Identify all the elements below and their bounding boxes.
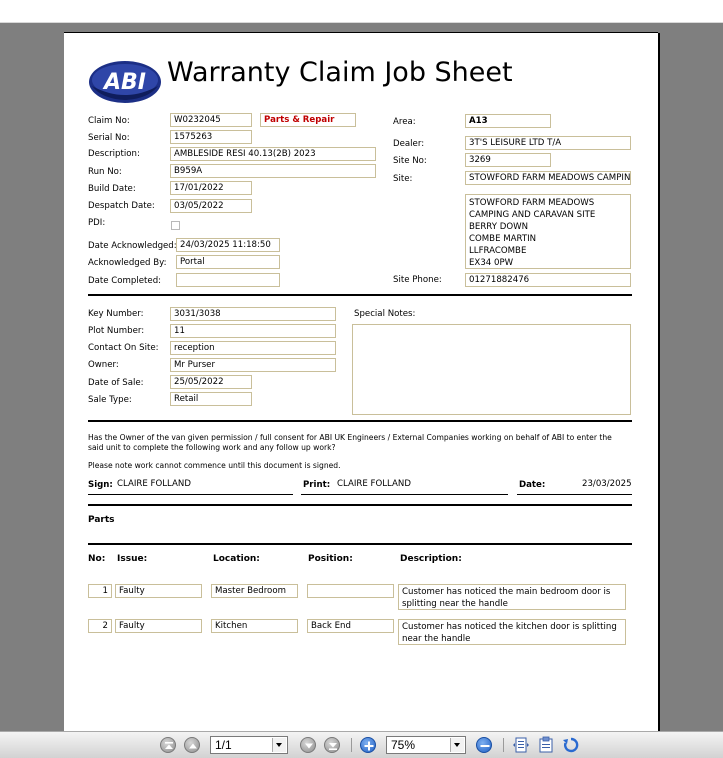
date-acknowledged-field: 24/03/2025 11:18:50 xyxy=(176,238,280,252)
address-line: EX34 0PW xyxy=(469,258,514,268)
plot-number-label: Plot Number: xyxy=(88,326,145,336)
part-description-field: Customer has noticed the kitchen door is splitting near the handle xyxy=(398,619,626,645)
part-location-field: Kitchen xyxy=(211,619,298,633)
address-line: STOWFORD FARM MEADOWS xyxy=(469,198,595,208)
sign-value: CLAIRE FOLLAND xyxy=(117,479,191,489)
sign-label: Sign: xyxy=(88,480,113,490)
section-divider xyxy=(88,543,632,545)
site-label: Site: xyxy=(393,174,413,184)
area-field: A13 xyxy=(465,114,551,128)
pdi-label: PDI: xyxy=(88,218,106,228)
plot-number-field: 11 xyxy=(170,324,336,338)
parts-col-position: Position: xyxy=(308,554,353,564)
pdf-page xyxy=(64,33,658,731)
zoom-select[interactable] xyxy=(386,736,466,754)
site-no-field: 3269 xyxy=(465,153,551,167)
despatch-date-label: Despatch Date: xyxy=(88,201,155,211)
part-position-field xyxy=(307,584,394,598)
address-line: BERRY DOWN xyxy=(469,222,529,232)
date-of-sale-label: Date of Sale: xyxy=(88,378,144,388)
description-field: AMBLESIDE RESI 40.13(2B) 2023 xyxy=(170,147,376,161)
build-date-field: 17/01/2022 xyxy=(170,181,252,195)
contact-on-site-label: Contact On Site: xyxy=(88,343,159,353)
notice-text: Please note work cannot commence until this document is signed. xyxy=(88,461,341,470)
part-issue-field: Faulty xyxy=(115,619,202,633)
site-address-field xyxy=(465,194,631,269)
fit-width-icon[interactable] xyxy=(537,736,555,754)
part-no-field: 1 xyxy=(88,584,112,598)
address-line: LLFRACOMBE xyxy=(469,246,527,256)
last-page-icon[interactable] xyxy=(324,737,340,753)
special-notes-field xyxy=(352,324,631,415)
document-title: Warranty Claim Job Sheet xyxy=(167,57,513,88)
description-label: Description: xyxy=(88,149,140,159)
key-number-field: 3031/3038 xyxy=(170,307,336,321)
address-line: COMBE MARTIN xyxy=(469,234,537,244)
date-of-sale-field: 25/05/2022 xyxy=(170,375,252,389)
section-divider xyxy=(88,294,632,296)
first-page-icon[interactable] xyxy=(160,737,176,753)
dealer-field: 3T'S LEISURE LTD T/A xyxy=(465,136,631,150)
claim-type-field: Parts & Repair xyxy=(260,113,356,127)
zoom-in-icon[interactable] xyxy=(360,737,376,753)
sign-line xyxy=(88,494,293,495)
part-description-field: Customer has noticed the main bedroom door is splitting near the handle xyxy=(398,584,626,610)
acknowledged-by-label: Acknowledged By: xyxy=(88,258,167,268)
part-location-field: Master Bedroom xyxy=(211,584,298,598)
abi-logo xyxy=(88,59,162,105)
run-no-field: B959A xyxy=(170,164,376,178)
part-no-field: 2 xyxy=(88,619,112,633)
parts-col-location: Location: xyxy=(213,554,260,564)
parts-col-description: Description: xyxy=(400,554,462,564)
date-completed-label: Date Completed: xyxy=(88,276,162,286)
claim-no-field: W0232045 xyxy=(170,113,252,127)
serial-no-field: 1575263 xyxy=(170,130,252,144)
page-number-select[interactable] xyxy=(210,736,288,754)
site-field: STOWFORD FARM MEADOWS CAMPIN xyxy=(465,171,631,185)
parts-col-issue: Issue: xyxy=(117,554,148,564)
pdf-viewer[interactable] xyxy=(0,23,723,731)
zoom-out-icon[interactable] xyxy=(476,737,492,753)
parts-heading: Parts xyxy=(88,515,115,525)
pdi-checkbox xyxy=(171,221,180,230)
consent-text: Has the Owner of the van given permission / full consent for ABI UK Engineers / External Companies working on behalf of ABI to enter the said unit to complete the following work and any follow up work? xyxy=(88,433,612,452)
site-phone-field: 01271882476 xyxy=(465,273,631,287)
area-label: Area: xyxy=(393,117,416,127)
chevron-down-icon[interactable] xyxy=(272,738,286,752)
pdf-toolbar xyxy=(0,731,723,758)
previous-page-icon[interactable] xyxy=(184,737,200,753)
dealer-label: Dealer: xyxy=(393,139,425,149)
toolbar-separator xyxy=(351,738,352,752)
sale-type-label: Sale Type: xyxy=(88,395,132,405)
acknowledged-by-field: Portal xyxy=(176,255,280,269)
key-number-label: Key Number: xyxy=(88,309,144,319)
despatch-date-field: 03/05/2022 xyxy=(170,199,252,213)
special-notes-label: Special Notes: xyxy=(354,309,416,319)
site-phone-label: Site Phone: xyxy=(393,275,442,285)
section-divider xyxy=(88,504,632,506)
date-line xyxy=(517,494,632,495)
browser-top-strip xyxy=(0,0,723,23)
build-date-label: Build Date: xyxy=(88,184,136,194)
fit-page-icon[interactable] xyxy=(512,736,530,754)
zoom-value: 75% xyxy=(391,738,416,752)
owner-label: Owner: xyxy=(88,360,119,370)
date-label: Date: xyxy=(519,480,546,490)
parts-col-no: No: xyxy=(88,554,106,564)
chevron-down-icon[interactable] xyxy=(450,738,464,752)
section-divider xyxy=(88,420,632,422)
sale-type-field: Retail xyxy=(170,392,252,406)
date-value: 23/03/2025 xyxy=(582,479,632,489)
part-position-field: Back End xyxy=(307,619,394,633)
page-number-value: 1/1 xyxy=(215,738,232,752)
print-value: CLAIRE FOLLAND xyxy=(337,479,411,489)
address-line: CAMPING AND CARAVAN SITE xyxy=(469,210,596,220)
toolbar-separator xyxy=(503,738,504,752)
serial-no-label: Serial No: xyxy=(88,133,130,143)
date-acknowledged-label: Date Acknowledged: xyxy=(88,241,177,251)
date-completed-field xyxy=(176,273,280,287)
site-no-label: Site No: xyxy=(393,156,427,166)
owner-field: Mr Purser xyxy=(170,358,336,372)
print-label: Print: xyxy=(303,480,331,490)
claim-no-label: Claim No: xyxy=(88,116,130,126)
next-page-icon[interactable] xyxy=(300,737,316,753)
logo-text: ABI xyxy=(104,70,146,95)
rotate-icon[interactable] xyxy=(562,736,580,754)
contact-on-site-field: reception xyxy=(170,341,336,355)
run-no-label: Run No: xyxy=(88,167,122,177)
print-line xyxy=(301,494,508,495)
part-issue-field: Faulty xyxy=(115,584,202,598)
